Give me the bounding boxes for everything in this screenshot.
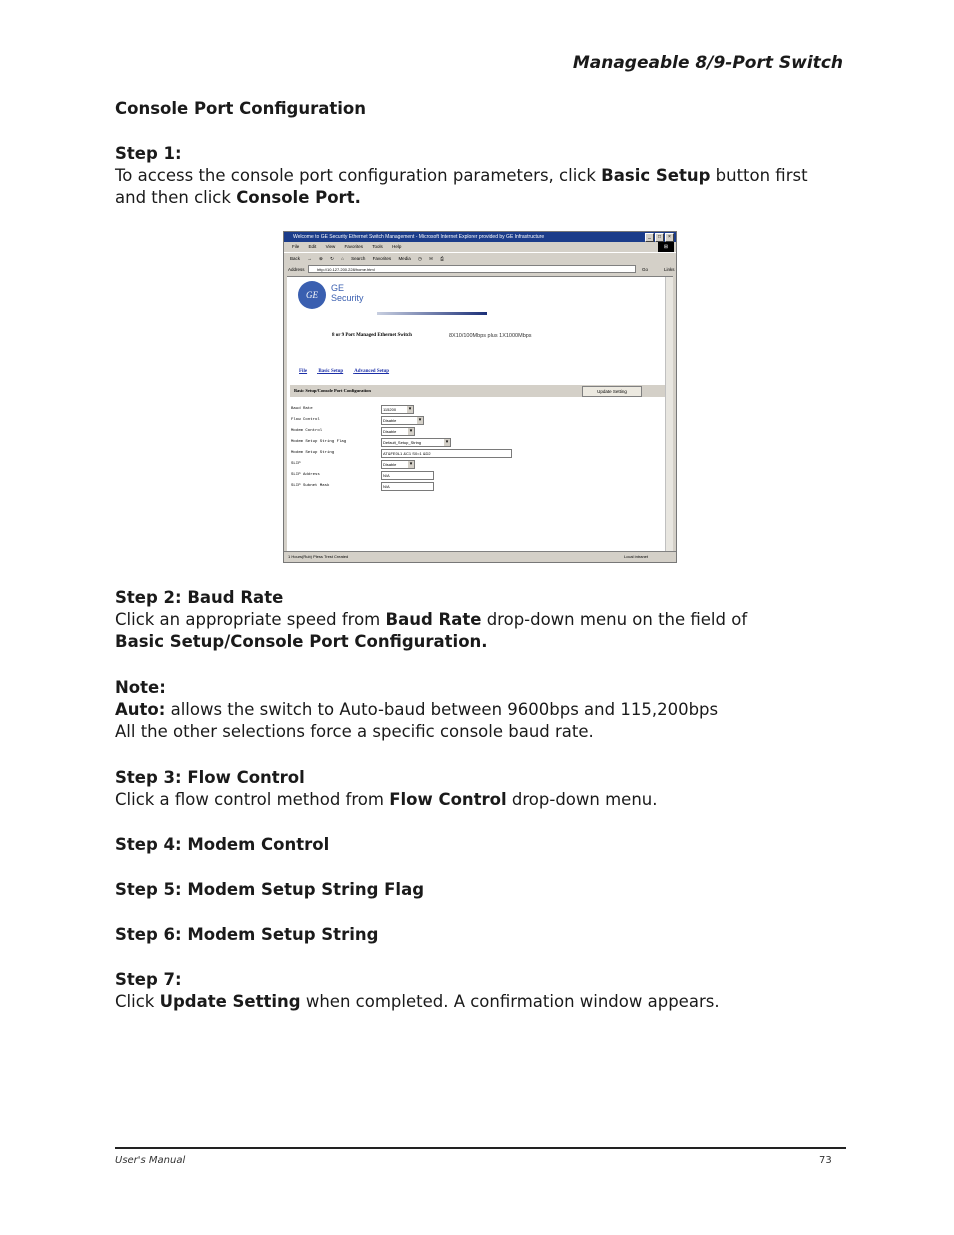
back-button[interactable]: Back [290,256,301,261]
nav-advanced-setup[interactable]: Advanced Setup [354,369,390,374]
baud-rate-select[interactable]: 115200 ▾ [381,405,414,414]
step7-heading: Step 7: [115,970,182,989]
vertical-scrollbar[interactable] [665,277,673,551]
field-label: Modem Control [291,429,323,433]
field-label: Modem Setup String Flag [291,440,347,444]
note-line1 [115,699,835,722]
brand-name [331,283,364,303]
step1-line1 [115,165,835,188]
step7-line1 [115,991,835,1014]
refresh-icon[interactable]: ↻ [330,256,334,261]
brand-line1: GE [331,283,345,293]
step4-heading: Step 4: Modem Control [115,835,330,854]
status-left: 1 Hours(Rub) Pless Trest Created [288,554,349,559]
step2-text-c: drop-down menu on the field of [481,610,748,629]
product-desc: 8X10/100Mbps plus 1X1000Mbps [449,333,532,339]
field-label: SLIP [291,462,301,466]
menu-favorites[interactable]: Favorites [344,244,364,249]
modem-control-select[interactable]: Disable ▾ [381,427,415,436]
step7-text-c: when completed. A confirmation window appears. [300,992,720,1011]
step1-line2 [115,187,835,210]
brand-line2: Security [331,293,364,303]
mail-icon[interactable]: ✉ [429,256,433,261]
step2-baud-rate: Baud Rate [385,610,482,629]
windows-logo-icon: ⊞ [658,242,674,252]
history-icon[interactable]: ◷ [417,256,422,261]
stop-icon[interactable]: ⊗ [319,256,323,261]
slip-address-input[interactable]: N/A [381,471,434,480]
media-button[interactable]: Media [398,256,411,261]
search-button[interactable]: Search [351,256,366,261]
print-icon[interactable]: ⎙ [440,256,444,261]
footer-rule [115,1147,846,1149]
nav-file[interactable]: File [299,369,308,374]
step2-line1 [115,609,835,632]
menu-view[interactable]: View [325,244,336,249]
running-header: Manageable 8/9-Port Switch [572,53,843,73]
field-label: SLIP Subnet Mask [291,484,330,488]
step3-line1 [115,789,835,812]
brand-divider [377,312,487,315]
ge-logo: GE [298,281,326,309]
window-title: Welcome to GE Security Ethernet Switch Management - Microsoft Internet Explorer provided by GE Infrastructure [293,234,545,240]
modem-string-input[interactable]: AT&FE0L1 &C1 S0=1 &D2 [381,449,512,458]
page-viewport [287,276,673,551]
footer-left: User's Manual [115,1155,186,1166]
close-icon[interactable]: × [665,233,674,242]
update-setting-button[interactable]: Update Setting [582,386,642,397]
step2-line2: Basic Setup/Console Port Configuration. [115,632,488,651]
go-button[interactable]: Go [642,267,649,272]
browser-screenshot [283,231,677,563]
step1-heading: Step 1: [115,144,182,163]
note-auto: Auto: [115,700,166,719]
menu-file[interactable]: File [292,244,300,249]
maximize-icon[interactable]: □ [655,233,664,242]
flow-control-select[interactable]: Disable ▾ [381,416,424,425]
slip-mask-input[interactable]: N/A [381,482,434,491]
step1-basic-setup: Basic Setup [601,166,711,185]
menu-edit[interactable]: Edit [308,244,317,249]
note-heading: Note: [115,678,166,697]
window-controls [645,233,674,242]
step3-text-a: Click a flow control method from [115,790,390,809]
nav-links [299,369,399,374]
step3-heading: Step 3: Flow Control [115,768,305,787]
slip-select[interactable]: Disable ▾ [381,460,415,469]
menu-help[interactable]: Help [392,244,402,249]
step1-text-a: To access the console port configuration parameters, click [115,166,602,185]
menu-tools[interactable]: Tools [372,244,383,249]
favorites-button[interactable]: Favorites [372,256,392,261]
product-name: 8 or 9 Port Managed Ethernet Switch [332,333,412,338]
step2-text-a: Click an appropriate speed from [115,610,386,629]
step2-heading: Step 2: Baud Rate [115,588,284,607]
status-bar [284,551,676,562]
step7-text-a: Click [115,992,160,1011]
address-bar [284,264,676,275]
step3-text-c: drop-down menu. [506,790,658,809]
links-button[interactable]: Links [664,267,675,272]
step1-text-d: and then click [115,188,237,207]
menu-bar [284,242,676,252]
section-label: Basic Setup/Console Port Configuration [294,388,371,393]
home-icon[interactable]: ⌂ [341,256,344,261]
step7-update-setting: Update Setting [159,992,301,1011]
field-label: SLIP Address [291,473,320,477]
window-titlebar [284,232,676,242]
address-input[interactable]: http://10.127.200.228/home.html [308,265,636,273]
minimize-icon[interactable]: _ [645,233,654,242]
step5-heading: Step 5: Modem Setup String Flag [115,880,425,899]
step1-console-port: Console Port. [236,188,361,207]
modem-flag-select[interactable]: Default_Setup_String ▾ [381,438,451,447]
field-label: Baud Rate [291,407,313,411]
note-line2: All the other selections force a specific console baud rate. [115,722,594,741]
nav-basic-setup[interactable]: Basic Setup [318,369,344,374]
step1-text-c: button first [710,166,808,185]
page-number: 73 [819,1155,832,1166]
step3-flow-control: Flow Control [389,790,507,809]
field-label: Flow Control [291,418,320,422]
note-text: allows the switch to Auto-baud between 9600bps and 115,200bps [165,700,719,719]
field-label: Modem Setup String [291,451,335,455]
address-label: Address [288,267,305,272]
forward-icon[interactable]: → [307,256,312,261]
step6-heading: Step 6: Modem Setup String [115,925,379,944]
status-zone: Local intranet [624,554,649,559]
section-title: Console Port Configuration [115,99,367,118]
